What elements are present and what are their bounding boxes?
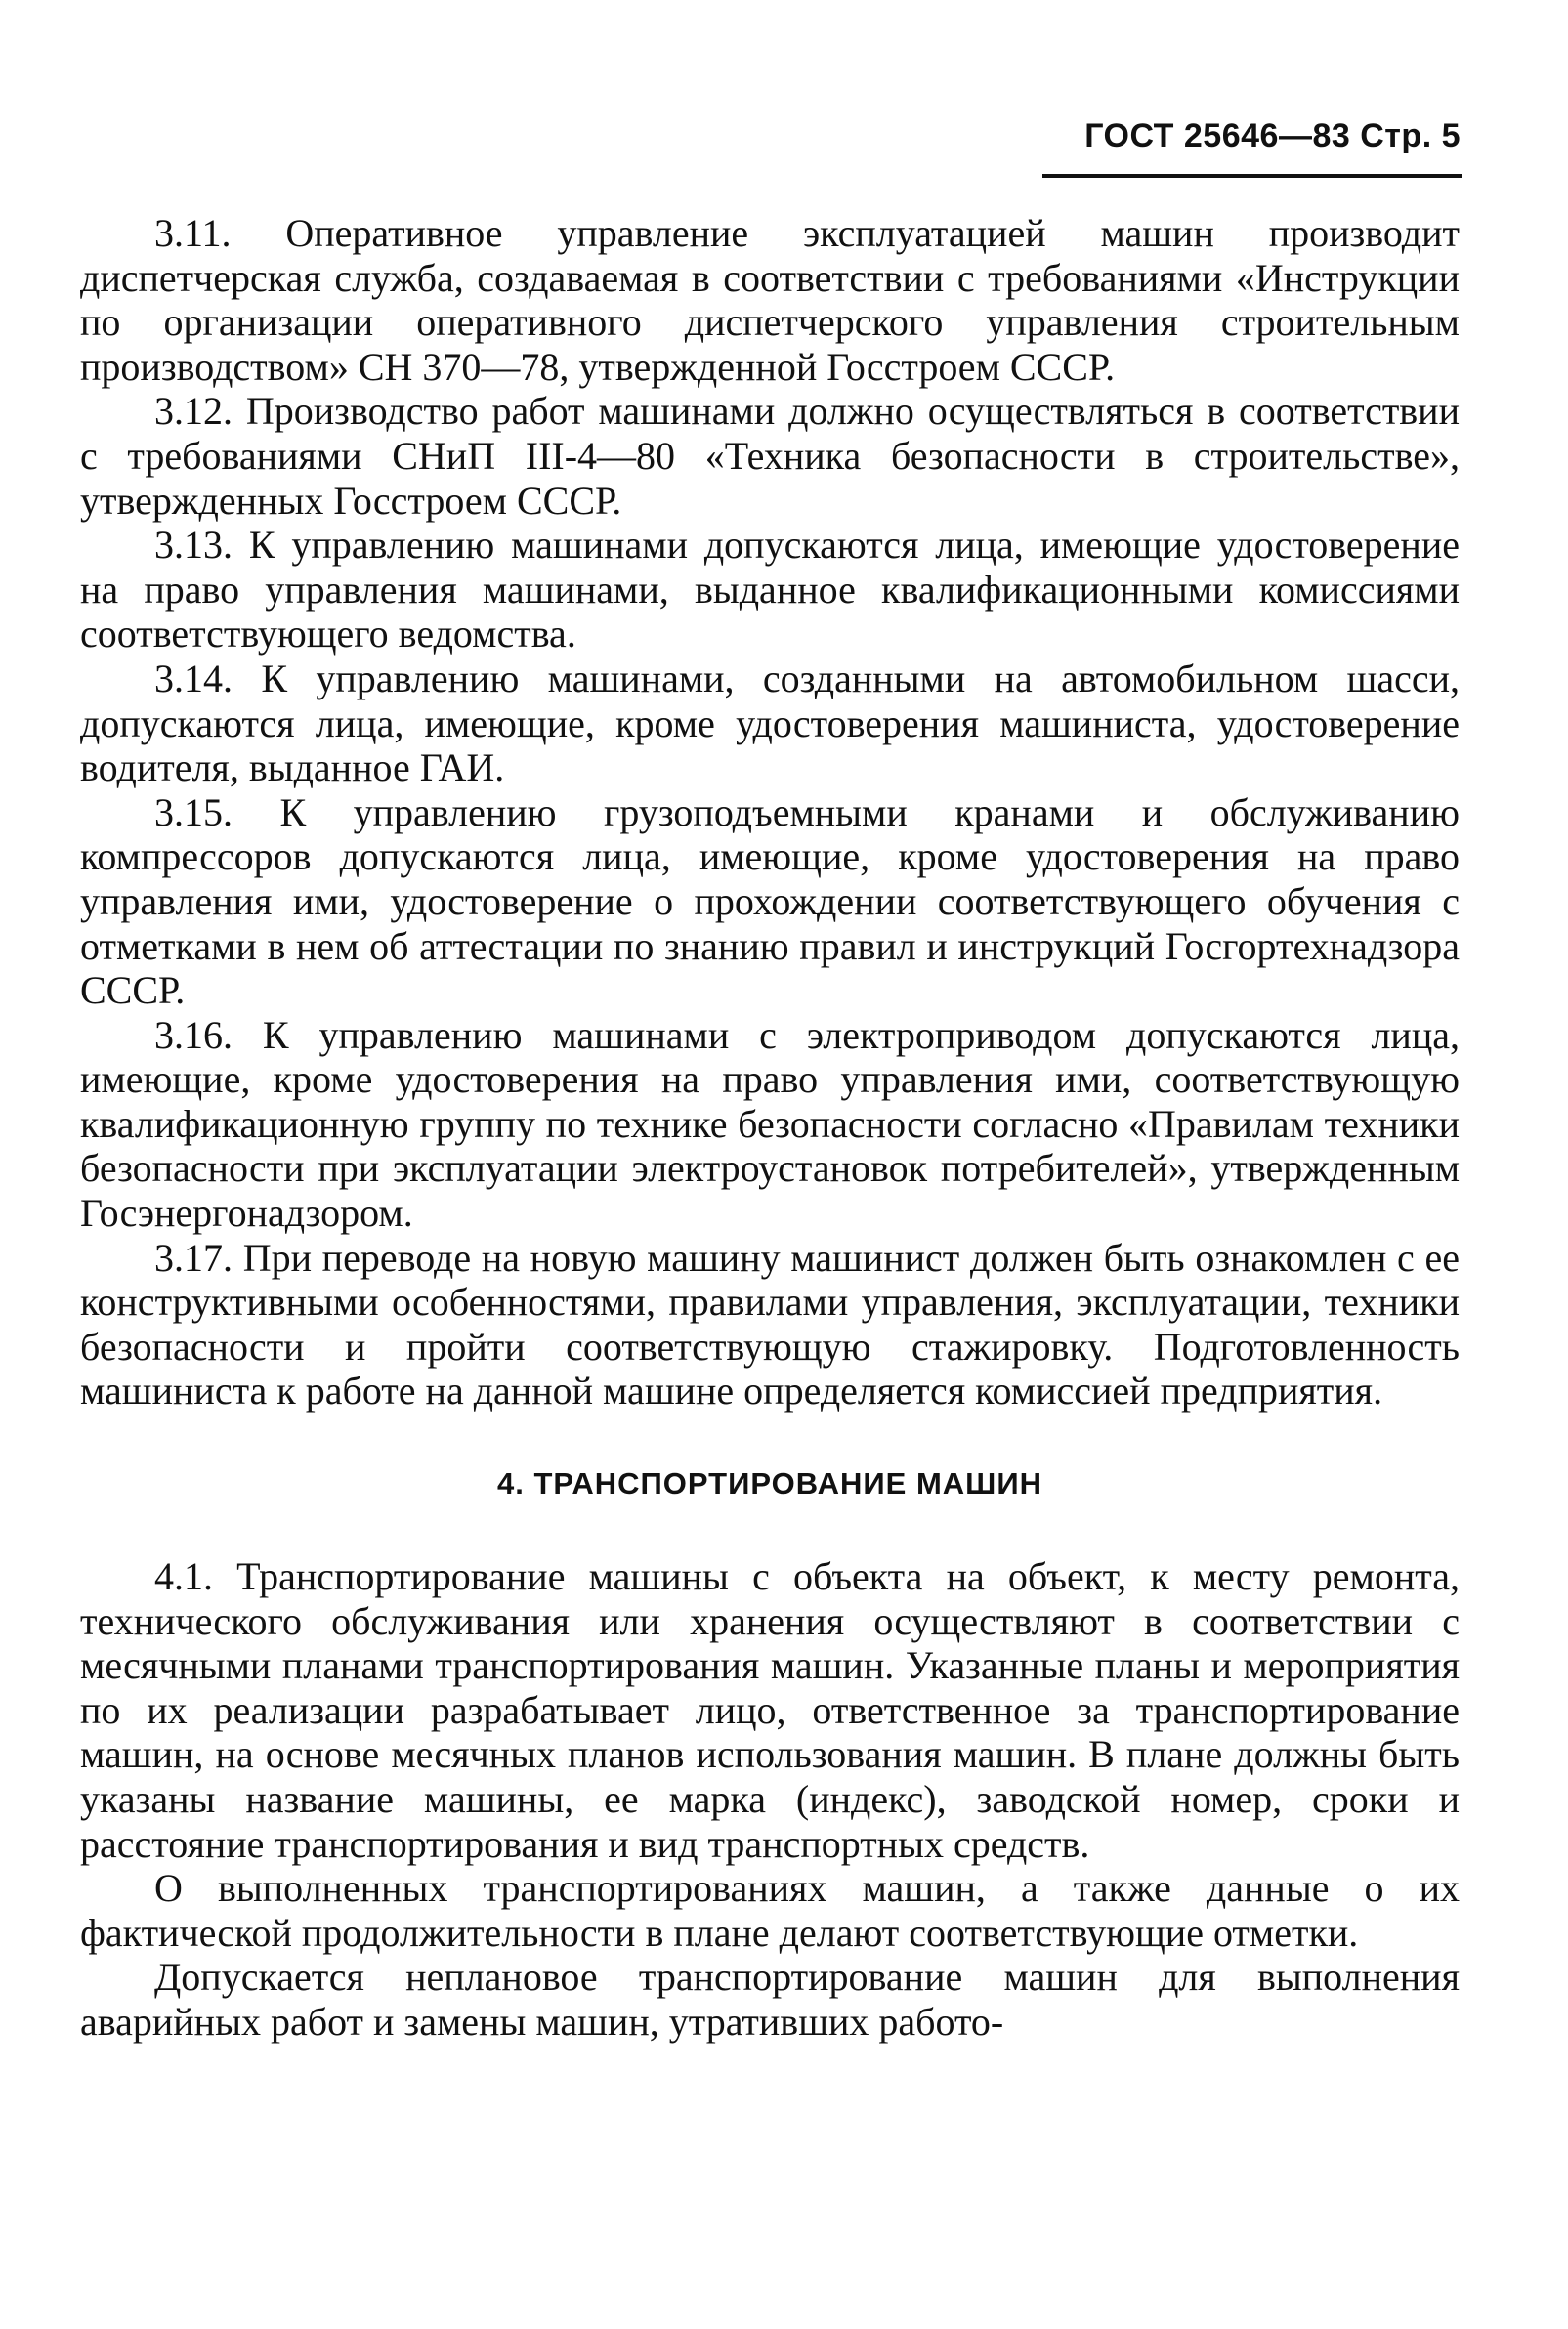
clause-number: 3.11. [154, 211, 232, 255]
paragraph-3-13 [80, 523, 1460, 656]
paragraph-text: Допускается неплановое транспортирование машин для выполнения аварийных работ и замены машин, утративших работо- [80, 1955, 1460, 2044]
clause-number: 3.14. [154, 656, 233, 700]
page-number: Стр. 5 [1360, 117, 1461, 154]
paragraph-text: К управлению грузоподъемными кранами и обслуживанию компрессоров допускаются лица, имеющие, кроме удостоверения на право управления ими, удостоверение о прохождении соответствующего обучения с отметками в нем об аттестации по знанию правил и инструкций Госгортехнадзора СССР. [80, 789, 1460, 1013]
paragraph-text: О выполненных транспортированиях машин, а также данные о их фактической продолжительности в плане делают соответствующие отметки. [80, 1866, 1460, 1955]
header-rule [1042, 174, 1462, 178]
paragraph-4-1 [80, 1554, 1460, 1866]
paragraph-text: Транспортирование машины с объекта на объект, к месту ремонта, технического обслуживания или хранения осуществляют в соответствии с месячными планами транспортирования машин. Указанные планы и мероприятия по их реализации разрабатывает лицо, ответственное за транспортирование машин, на основе месячных планов использования машин. В плане должны быть указаны название машины, ее марка (индекс), заводской номер, сроки и расстояние транспортирования и вид транспортных средств. [80, 1554, 1460, 1866]
paragraph-3-14 [80, 656, 1460, 790]
paragraph-3-12 [80, 389, 1460, 523]
page-header [1084, 117, 1461, 155]
document-body [80, 211, 1460, 2045]
paragraph-3-11 [80, 211, 1460, 389]
paragraph-text: Оперативное управление эксплуатацией машин производит диспетчерская служба, создаваемая в соответствии с требованиями «Инструкции по организации оперативного диспетчерского управления строительным производством» СН 370—78, утвержденной Госстроем СССР. [80, 211, 1461, 389]
paragraph-3-16 [80, 1013, 1460, 1236]
paragraph-text: К управлению машинами допускаются лица, имеющие удостоверение на право управления машинами, выданное квалификационными комиссиями соответствующего ведомства. [80, 523, 1461, 656]
paragraph-text: К управлению машинами, созданными на автомобильном шасси, допускаются лица, имеющие, кроме удостоверения машиниста, удостоверение водителя, выданное ГАИ. [80, 656, 1461, 790]
paragraph-3-15 [80, 790, 1460, 1013]
paragraph-text: При переводе на новую машину машинист должен быть ознакомлен с ее конструктивными особенностями, правилами управления, эксплуатации, техники безопасности и пройти соответствующую стажировку. Подготовленность машиниста к работе на данной машине определяется комиссией предприятия. [80, 1235, 1461, 1414]
clause-number: 3.16. [154, 1012, 233, 1057]
section-heading: 4. ТРАНСПОРТИРОВАНИЕ МАШИН [497, 1466, 1042, 1502]
clause-number: 3.12. [154, 389, 233, 434]
clause-number: 3.13. [154, 523, 233, 568]
paragraph-completed-transport [80, 1866, 1460, 1955]
paragraph-3-17 [80, 1236, 1460, 1414]
clause-number: 4.1. [154, 1554, 213, 1599]
paragraph-unplanned-transport [80, 1955, 1460, 2044]
paragraph-text: Производство работ машинами должно осуществляться в соответствии с требованиями СНиП III-4—80 «Техника безопасности в строительстве», утвержденных Госстроем СССР. [80, 389, 1460, 523]
paragraph-text: К управлению машинами с электроприводом допускаются лица, имеющие, кроме удостоверения на право управления ими, соответствующую квалификационную группу по технике безопасности согласно «Правилам техники безопасности при эксплуатации электроустановок потребителей», утвержденным Госэнергонадзором. [80, 1012, 1460, 1236]
standard-number: ГОСТ 25646—83 [1084, 117, 1351, 154]
clause-number: 3.15. [154, 789, 233, 834]
clause-number: 3.17. [154, 1235, 233, 1280]
